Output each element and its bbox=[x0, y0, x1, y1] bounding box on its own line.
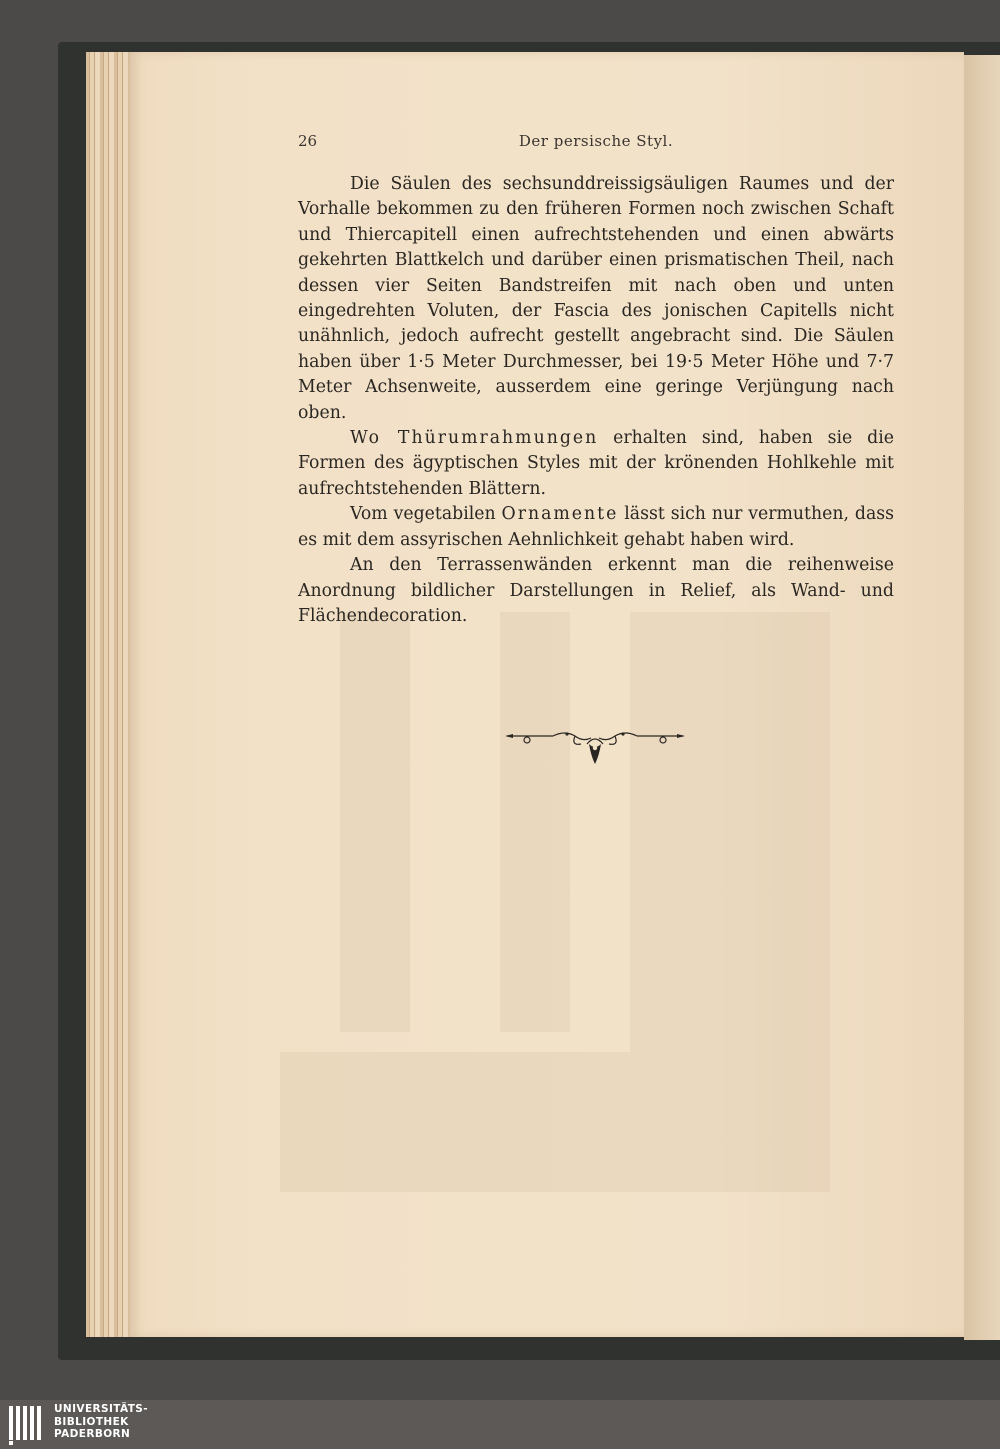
spaced-phrase-thuerumrahmungen: Wo Thürumrahmungen bbox=[350, 428, 599, 449]
page-number: 26 bbox=[298, 132, 318, 150]
show-through-text-block bbox=[630, 612, 830, 1052]
show-through-text-bottom bbox=[280, 1052, 830, 1192]
library-name bbox=[54, 1403, 148, 1441]
library-name-line-1: UNIVERSITÄTS- bbox=[54, 1403, 149, 1415]
paragraph-3 bbox=[298, 502, 894, 553]
paragraph-1: Die Säulen des sechsunddreissigsäuligen Raumes und der Vorhalle bekommen zu den früheren Formen noch zwischen Schaft und Thiercapitell einen aufrechtstehenden und einen abwärts gekehrten Blattkelch und darüber einen prismatischen Theil, nach dessen vier Seiten Bandstreifen mit nach oben und unten eingedrehten Voluten, der Fascia des jonischen Capitells nicht unähnlich, jedoch aufrecht gestellt angebracht sind. Die Säulen haben über 1·5 Meter Durchmesser, bei 19·5 Meter Höhe und 7·7 Meter Achsenweite, ausserdem eine geringe Verjüngung nach oben. bbox=[298, 174, 894, 423]
tailpiece-ornament-icon bbox=[505, 724, 685, 772]
paragraph-2 bbox=[298, 426, 894, 502]
paragraph-4: An den Terrassenwänden erkennt man die reihenweise Anordnung bildlicher Darstellungen in Relief, als Wand- und Flächendecoration. bbox=[298, 555, 894, 626]
running-title: Der persische Styl. bbox=[518, 132, 674, 150]
running-head bbox=[298, 132, 894, 154]
paragraph-3-start: Vom vegetabilen bbox=[350, 504, 502, 525]
page-stack-edge bbox=[86, 52, 132, 1337]
show-through-column-right bbox=[500, 612, 570, 1032]
spaced-word-ornamente: Ornamente bbox=[501, 504, 619, 525]
body-text bbox=[298, 172, 894, 629]
footer-bar bbox=[0, 1400, 1000, 1449]
show-through-column-left bbox=[340, 612, 410, 1032]
library-name-line-3: PADERBORN bbox=[54, 1428, 131, 1440]
paragraph-2-rest: erhalten sind, haben sie die Formen des ägyptischen Styles mit der krönenden Hohlkehle mit aufrechtstehenden Blättern. bbox=[298, 428, 894, 499]
library-logo-icon bbox=[6, 1402, 46, 1446]
paragraph-3-rest: lässt sich nur vermuthen, dass es mit dem assyrischen Aehnlichkeit gehabt haben wird. bbox=[298, 504, 895, 550]
next-page-edge bbox=[964, 55, 1000, 1340]
library-name-line-2: BIBLIOTHEK bbox=[54, 1415, 129, 1428]
